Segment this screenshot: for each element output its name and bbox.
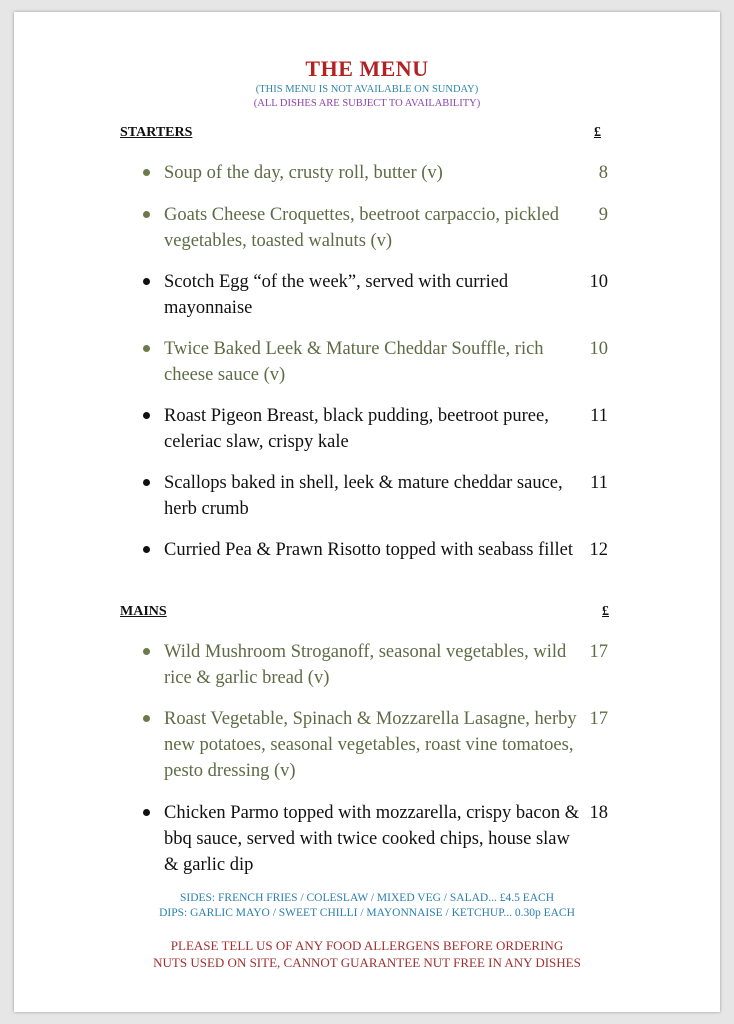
menu-title: THE MENU <box>305 56 429 81</box>
starter-item <box>138 336 608 388</box>
item-price: 11 <box>590 473 608 493</box>
item-price: 18 <box>589 803 608 823</box>
bullet-icon <box>143 345 150 352</box>
bullet-icon <box>143 169 150 176</box>
item-price: 12 <box>589 540 608 560</box>
sides-line: SIDES: FRENCH FRIES / COLESLAW / MIXED VEG / SALAD... £4.5 EACH <box>179 892 555 904</box>
nut-notice: NUTS USED ON SITE, CANNOT GUARANTEE NUT FREE IN ANY DISHES <box>153 955 581 970</box>
item-description: Scotch Egg “of the week”, served with curried mayonnaise <box>164 272 509 318</box>
item-price: 9 <box>598 205 608 225</box>
item-description: Twice Baked Leek & Mature Cheddar Souffle, rich cheese sauce (v) <box>164 339 544 385</box>
item-description: Roast Vegetable, Spinach & Mozzarella Lasagne, herby new potatoes, seasonal vegetables, roast vine tomatoes, pesto dressing (v) <box>164 709 577 781</box>
bullet-icon <box>143 715 150 722</box>
dips-line: DIPS: GARLIC MAYO / SWEET CHILLI / MAYONNAISE / KETCHUP... 0.30p EACH <box>159 907 575 919</box>
item-description: Roast Pigeon Breast, black pudding, beetroot puree, celeriac slaw, crispy kale <box>164 406 549 452</box>
starter-item <box>138 202 608 254</box>
bullet-icon <box>143 278 150 285</box>
starter-item <box>138 160 608 186</box>
mains-heading: MAINS <box>120 604 167 619</box>
item-price: 10 <box>589 339 608 359</box>
bullet-icon <box>143 479 150 486</box>
item-price: 10 <box>589 272 608 292</box>
item-price: 17 <box>589 709 608 729</box>
starter-item <box>138 537 608 589</box>
menu-page <box>14 12 720 1012</box>
main-item <box>138 706 608 784</box>
bullet-icon <box>143 648 150 655</box>
bullet-icon <box>143 211 150 218</box>
item-description: Goats Cheese Croquettes, beetroot carpaccio, pickled vegetables, toasted walnuts (v) <box>164 205 560 251</box>
starter-item <box>138 403 608 455</box>
main-item <box>138 800 608 878</box>
item-description: Curried Pea & Prawn Risotto topped with seabass fillet <box>164 540 573 560</box>
item-price: 17 <box>589 642 608 662</box>
availability-notice: (ALL DISHES ARE SUBJECT TO AVAILABILITY) <box>253 98 481 109</box>
main-item <box>138 639 608 691</box>
starter-item <box>138 269 608 321</box>
mains-currency: £ <box>602 604 609 619</box>
item-description: Wild Mushroom Stroganoff, seasonal vegetables, wild rice & garlic bread (v) <box>164 642 567 688</box>
sunday-notice: (THIS MENU IS NOT AVAILABLE ON SUNDAY) <box>255 84 479 95</box>
starter-item <box>138 470 608 522</box>
item-description: Chicken Parmo topped with mozzarella, crispy bacon & bbq sauce, served with twice cooked chips, house slaw & garlic dip <box>164 803 580 875</box>
starters-heading: STARTERS <box>120 125 193 140</box>
bullet-icon <box>143 546 150 553</box>
bullet-icon <box>143 809 150 816</box>
starters-currency: £ <box>594 125 601 140</box>
item-description: Scallops baked in shell, leek & mature cheddar sauce, herb crumb <box>164 473 563 519</box>
item-description: Soup of the day, crusty roll, butter (v) <box>164 163 443 183</box>
allergen-notice: PLEASE TELL US OF ANY FOOD ALLERGENS BEFORE ORDERING <box>170 938 564 953</box>
bullet-icon <box>143 412 150 419</box>
item-price: 11 <box>590 406 608 426</box>
item-price: 8 <box>598 163 608 183</box>
